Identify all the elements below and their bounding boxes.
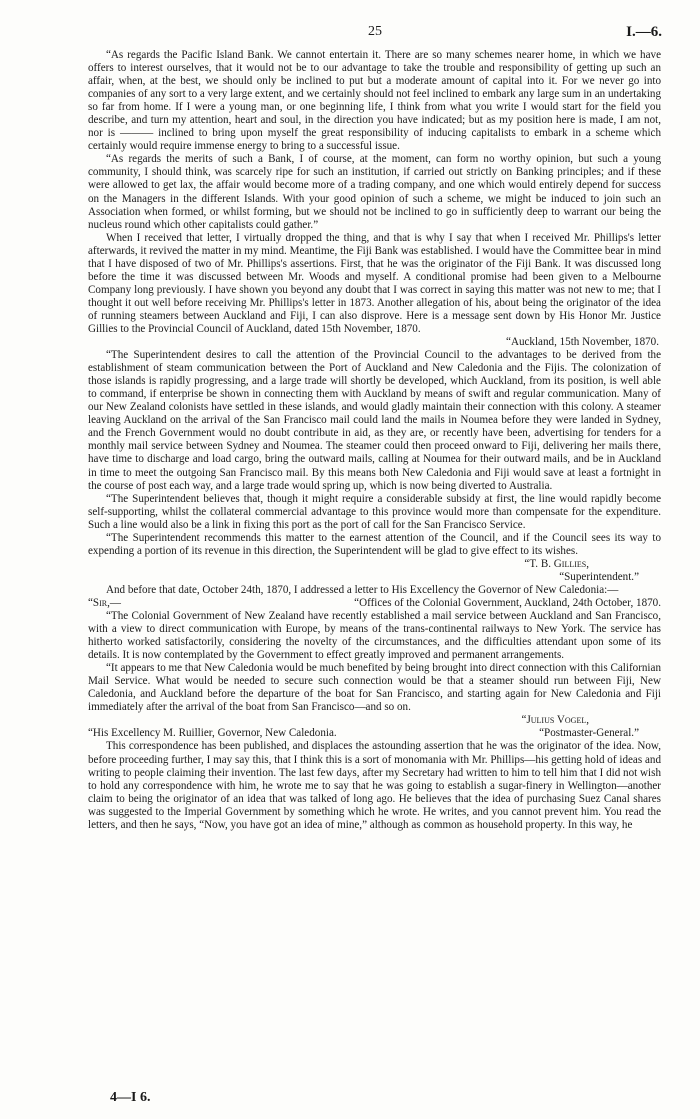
paragraph: “It appears to me that New Caledonia would be much benefited by being brought into direct connection with this Californian Mail Service. What would be needed to secure such connection would be that a steamer should run between Fiji, New Caledonia, and Auckland before the departure of the boat for San Francisco, and starting again for New Caledonia and Fiji immediately after the arrival of the boat from San Francisco—and so on. [88, 662, 661, 714]
document-reference: I.—6. [626, 24, 662, 40]
dateline: “Auckland, 15th November, 1870. [506, 336, 659, 349]
page-number: 25 [368, 24, 382, 39]
paragraph: “The Superintendent believes that, though it might require a considerable subsidy at first, the line would rapidly become self-supporting, whilst the collateral commercial advantage to this province would more than compensate for the expenditure. Such a line would also be a link in fixing this port as the port of call for the San Francisco Service. [88, 492, 661, 531]
signature-title: “Superintendent.” [559, 570, 639, 583]
signature-title: “Postmaster-General.” [539, 727, 639, 740]
dateline: “Offices of the Colonial Government, Auckland, 24th October, 1870. [354, 596, 661, 609]
paragraph: “The Colonial Government of New Zealand have recently established a mail service between Auckland and San Francisco, with a view to direct communication with Europe, by means of the trans-continental railways to New York. The service has hitherto worked satisfactorily, considering the novelty of the circumstances, and the difficulties attendant upon some of its details. It is now contemplated by the Government to effect greatly improved and permanent arrangements. [88, 610, 661, 662]
paragraph: When I received that letter, I virtually dropped the thing, and that is why I say that when I received Mr. Phillips's letter afterwards, it revived the matter in my mind. Meantime, the Fiji Bank was established. I would have the Committee bear in mind that I have disposed of two of Mr. Phillips's assertions. First, that he was the originator of the Fiji Bank. It was discussed long before the time it was discussed between Mr. Woods and myself. A conditional promise had been given to a Melbourne Company long previously. I have shown you beyond any doubt that I was correct in saying this matter was not new to me; that I thought it out well before receiving Mr. Phillips's letter in 1873. Another allegation of his, about being the originator of the idea of running steamers between Auckland and Fiji, I can also disprove. Here is a message sent down by His Honor Mr. Justice Gillies to the Provincial Council of Auckland, dated 15th November, 1870. [88, 231, 661, 335]
addressee: “His Excellency M. Ruillier, Governor, New Caledonia. [88, 727, 337, 740]
paragraph: “The Superintendent desires to call the attention of the Provincial Council to the advantages to be derived from the establishment of steam communication between the Port of Auckland and New Caledonia and the Fijis. The colonization of those islands is rapidly progressing, and a large trade will shortly be developed, which Auckland, from its position, is well able to command, if enterprise be shown in connecting them with Auckland by means of swift and regular communication. Many of our New Zealand colonists have settled in these islands, and would gladly maintain their connection with this colony. A steamer leaving Auckland on the arrival of the San Francisco mail could land the mails in Noumea before they were landed in Sydney, and the French Government would no doubt contribute in aid, as they are, or recently have been, advertising for tenders for a monthly mail service between Sydney and Noumea. The steamer could then proceed onward to Fiji, delivering her mails there, have time to discharge and load cargo, bring the outward mails, calling at Noumea for their outward mails, and be in Auckland in time to meet the outgoing San Francisco mail. By this means both New Caledonia and Fiji would save at least a fortnight in the course of post each way, and a large trade would spring up, which is now being diverted to Australia. [88, 349, 661, 492]
signature-name: “T. B. Gillies, [524, 557, 589, 570]
paragraph: “As regards the merits of such a Bank, I of course, at the moment, can form no worthy opinion, but such a young community, I should think, was scarcely ripe for such an institution, if carried out strictly on Banking principles; and if these were allowed to get lax, the affair would become more of a trading company, and one which would entirely depend for success on the Managers in the different Islands. With your good opinion of such a scheme, we might be induced to join such an Association when formed, or whilst forming, but we should not be inclined to go in sufficiently deep to warrant our being the nucleus round which other capitalists could gather.” [88, 153, 661, 231]
paragraph: This correspondence has been published, and displaces the astounding assertion that he was the originator of the idea. Now, before proceeding further, I may say this, that I think this is a sort of monomania with Mr. Phillips—his getting hold of ideas and writing to people claiming their invention. The last few days, after my Secretary had written to him to tell him that I did not wish to hold any correspondence with him, he wrote me to say that he was going to establish a sugar-finery in Wellington—another claim to being the originator of an idea that was talked of long ago. He believes that the idea of purchasing Suez Canal shares was suggested to the Imperial Government by something which he wrote. He writes, and you cannot prevent him. You read the letters, and then he says, “Now, you have got an idea of mine,” although as common as household property. In this way, he [88, 740, 661, 831]
page-header [88, 24, 662, 42]
paragraph: “The Superintendent recommends this matter to the earnest attention of the Council, and if the Council sees its way to expending a portion of its revenue in this direction, the Superintendent will be glad to give effect to its wishes. [88, 531, 661, 557]
salutation-row [88, 597, 661, 610]
signature-name: “Julius Vogel, [521, 714, 589, 727]
paragraph: And before that date, October 24th, 1870, I addressed a letter to His Excellency the Governor of New Caledonia:— [106, 583, 619, 596]
addressee-row [88, 727, 661, 740]
body-text [88, 49, 661, 832]
signature-mark: 4—I 6. [110, 1090, 151, 1105]
salutation: “Sir,— [88, 596, 121, 609]
paragraph: “As regards the Pacific Island Bank. We cannot entertain it. There are so many schemes nearer home, in which we have offers to interest ourselves, that it would not be to our advantage to take the trouble and responsibility of getting up such an affair, when, at the best, we should only be inclined to put but a moderate amount of capital into it. For we never go into companies of any sort to a very large extent, and we certainly should not feel inclined to embark any large sum in an undertaking so far from home. If I were a young man, or one beginning life, I think from what you write I would start for the field you describe, and turn my attention, heart and soul, in the direction you have indicated; but as my position here is made, I am not, nor is ——— inclined to bring upon myself the great responsibility of inducing capitalists to embark in a scheme which certainly would require immense energy to bring to a successful issue. [88, 49, 661, 153]
